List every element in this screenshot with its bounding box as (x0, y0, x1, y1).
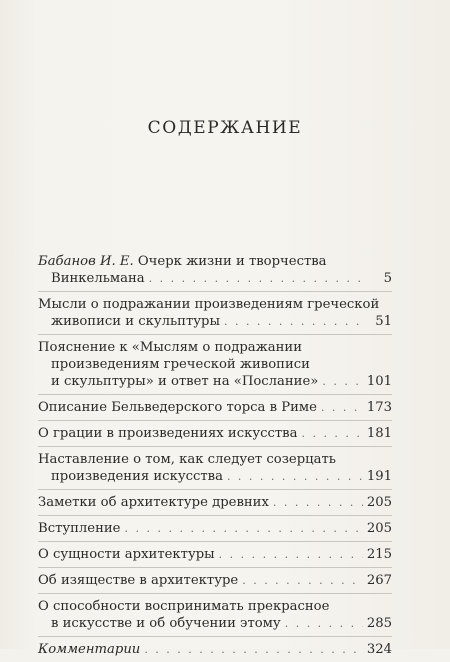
toc-entry (38, 542, 392, 568)
toc-entry-last-line (38, 468, 392, 485)
toc-entry-title: произведениям греческой живописи (51, 357, 310, 372)
toc-entry-last-line (38, 313, 392, 330)
toc-entry (38, 249, 392, 292)
toc-entry-title: живописи и скульптуры (51, 314, 220, 329)
dot-leader (227, 468, 363, 485)
dot-leader (321, 399, 363, 416)
toc-entry-page-number: 101 (366, 374, 392, 389)
toc-entry-title: Описание Бельведерского торса в Риме (38, 400, 317, 415)
toc-entry-title: Об изяществе в архитектуре (38, 573, 239, 588)
toc-entry-page-number: 181 (366, 426, 392, 441)
dot-leader (125, 520, 363, 537)
toc-entry-last-line (38, 270, 392, 287)
toc-entry-page-number: 51 (375, 314, 392, 329)
toc-entry-title: Очерк жизни и творчества (133, 254, 327, 269)
dot-leader (301, 425, 362, 442)
dot-leader (219, 546, 363, 563)
toc-entry-last-line (38, 373, 392, 390)
page-title: СОДЕРЖАНИЕ (147, 118, 303, 138)
toc-entry-last-line (38, 494, 392, 511)
toc-entry-title: и скульптуры» и ответ на «Послание» (51, 374, 319, 389)
toc-entry-title: Наставление о том, как следует созерцать (38, 452, 336, 467)
toc-entry-page-number: 267 (366, 573, 392, 588)
toc-entry-title: Вступление (38, 521, 121, 536)
toc-entry-page-number: 5 (383, 271, 392, 286)
toc-entry-page-number: 191 (366, 469, 392, 484)
dot-leader (285, 615, 363, 632)
toc-entry-title: О сущности архитектуры (38, 547, 215, 562)
dot-leader (322, 373, 362, 390)
toc-entry-title: Мысли о подражании произведениям греческой (38, 297, 380, 312)
toc-entry-last-line (38, 615, 392, 632)
toc-entry-title: Пояснение к «Мыслям о подражании (38, 340, 302, 355)
toc-entry-title: Комментарии (38, 642, 141, 657)
toc-entry-title: Винкельмана (51, 271, 145, 286)
dot-leader (149, 270, 366, 287)
dot-leader (242, 572, 363, 589)
dot-leader (224, 313, 366, 330)
toc-entry-page-number: 173 (366, 400, 392, 415)
toc-entry-page-number: 215 (366, 547, 392, 562)
toc-entry-last-line (38, 641, 392, 658)
toc-entry (38, 490, 392, 516)
toc-entry-page-number: 324 (366, 642, 392, 657)
toc-entry-page-number: 205 (366, 495, 392, 510)
toc-entry-title: в искусстве и об обучении этому (51, 616, 281, 631)
toc-entry (38, 516, 392, 542)
toc-entry (38, 568, 392, 594)
toc-entry-page-number: 205 (366, 521, 392, 536)
toc-entry-last-line (38, 399, 392, 416)
toc-entry-title: О грации в произведениях искусства (38, 426, 298, 441)
toc-entry-title: Заметки об архитектуре древних (38, 495, 269, 510)
toc-entry-title: произведения искусства (51, 469, 223, 484)
toc-entry-last-line (38, 520, 392, 537)
dot-leader (273, 494, 363, 511)
toc-entry (38, 447, 392, 490)
table-of-contents (38, 249, 392, 662)
toc-entry (38, 292, 392, 335)
toc-entry (38, 421, 392, 447)
toc-entry-line (38, 253, 392, 270)
toc-entry-title: О способности воспринимать прекрасное (38, 599, 330, 614)
dot-leader (144, 641, 363, 658)
toc-entry-last-line (38, 425, 392, 442)
toc-entry (38, 335, 392, 395)
toc-entry (38, 594, 392, 637)
toc-entry (38, 395, 392, 421)
toc-entry (38, 637, 392, 662)
toc-entry-page-number: 285 (366, 616, 392, 631)
toc-entry-last-line (38, 546, 392, 563)
toc-entry-last-line (38, 572, 392, 589)
toc-entry-author: Бабанов И. Е. (38, 254, 134, 269)
